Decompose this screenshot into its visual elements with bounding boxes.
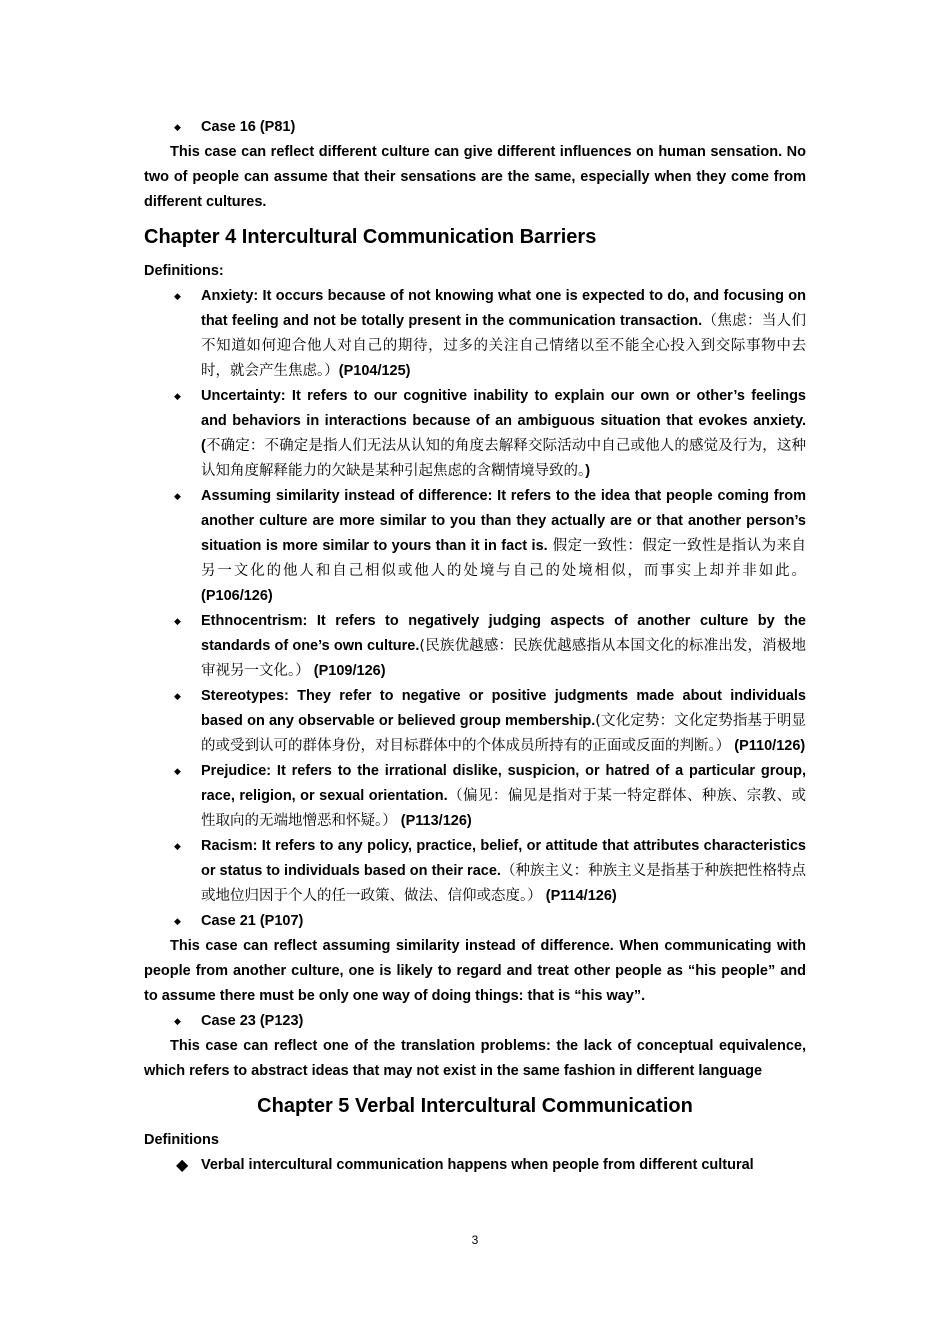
definition-ref: ) [585, 463, 591, 479]
case16-bullet [144, 115, 806, 140]
diamond-bullet-icon: ◆ [174, 291, 181, 301]
definition-ref: (P110/126) [734, 738, 806, 754]
definition-ref: (P104/125) [338, 363, 411, 379]
definition-item [144, 684, 806, 759]
diamond-bullet-icon: ◆ [174, 391, 181, 401]
chapter5-definition-item [144, 1153, 806, 1178]
definition-ref: (P106/126) [201, 588, 273, 604]
case16-label: Case 16 (P81) [201, 119, 296, 135]
diamond-bullet-icon: ◆ [176, 1157, 189, 1174]
diamond-bullet-icon: ◆ [174, 491, 181, 501]
definition-item [144, 759, 806, 834]
definition-zh: （偏见：偏见是指对于某一特定群体、种族、宗教、或性取向的无端地憎恶和怀疑。） [201, 788, 806, 829]
chapter5-title: Chapter 5 Verbal Intercultural Communication [257, 1095, 693, 1117]
definition-zh: 不确定：不确定是指人们无法从认知的角度去解释交际活动中自己或他人的感觉及行为，这种认知角度解释能力的欠缺是某种引起焦虑的含糊情境导致的。 [201, 438, 806, 479]
chapter5-first-item: Verbal intercultural communication happens when people from different cultural [201, 1157, 754, 1173]
case21-label: Case 21 (P107) [201, 913, 304, 929]
definition-item [144, 609, 806, 684]
case21-bullet [144, 909, 806, 934]
definition-item [144, 384, 806, 484]
definition-zh-open: ( [201, 438, 206, 454]
case21-text: This case can reflect assuming similarity instead of difference. When communicating with people from another culture, one is likely to regard and treat other people as “his people” and to assume there must be only one way of doing things: that is “his way”. [144, 938, 806, 1004]
definition-en: Anxiety: It occurs because of not knowing what one is expected to do, and focusing on that feeling and not be totally present in the communication transaction. [201, 288, 806, 329]
definition-ref: (P113/126) [400, 813, 472, 829]
definition-zh: 假定一致性：假定一致性是指认为来自另一文化的他人和自己相似或他人的处境与自己的处境相似，而事实上却并非如此。 [201, 538, 806, 579]
definition-en: Stereotypes: They refer to negative or positive judgments made about individuals based on any observable or believed group membership. [201, 688, 806, 729]
diamond-bullet-icon: ◆ [174, 616, 181, 626]
diamond-bullet-icon: ◆ [174, 691, 181, 701]
diamond-bullet-icon: ◆ [174, 122, 181, 132]
diamond-bullet-icon: ◆ [174, 1016, 181, 1026]
definition-en: Ethnocentrism: It refers to negatively judging aspects of another culture by the standards of one’s own culture. [201, 613, 806, 654]
definition-en: Racism: It refers to any policy, practice, belief, or attitude that attributes characteristics or status to individuals based on their race. [201, 838, 806, 879]
definition-zh: (文化定势：文化定势指基于明显的或受到认可的群体身份，对目标群体中的个体成员所持有的正面或反面的判断。） [201, 713, 806, 754]
definition-item [144, 284, 806, 384]
diamond-bullet-icon: ◆ [174, 916, 181, 926]
definition-ref: (P114/126) [545, 888, 617, 904]
diamond-bullet-icon: ◆ [174, 841, 181, 851]
case16-text: This case can reflect different culture can give different influences on human sensation. No two of people can assume that their sensations are the same, especially when they come from different cultures. [144, 144, 806, 210]
definition-item [144, 834, 806, 909]
definition-en: Assuming similarity instead of difference: It refers to the idea that people coming from another culture are more similar to you than they actually are or that another person’s situation is more similar to yours than it in fact is. [201, 488, 806, 554]
case23-text: This case can reflect one of the translation problems: the lack of conceptual equivalence, which refers to abstract ideas that may not exist in the same fashion in different language [144, 1038, 806, 1079]
chapter4-title: Chapter 4 Intercultural Communication Barriers [144, 226, 597, 248]
page-number: 3 [471, 1233, 479, 1247]
case23-label: Case 23 (P123) [201, 1013, 304, 1029]
chapter4-definitions-label: Definitions: [144, 263, 224, 279]
case23-bullet [144, 1009, 806, 1034]
definition-item [144, 484, 806, 609]
definition-en: Prejudice: It refers to the irrational dislike, suspicion, or hatred of a particular group, race, religion, or sexual orientation. [201, 763, 806, 804]
definition-zh: （焦虑：当人们不知道如何迎合他人对自己的期待，过多的关注自己情绪以至不能全心投入到交际事物中去时，就会产生焦虑。） [201, 313, 806, 379]
definition-en: Uncertainty: It refers to our cognitive inability to explain our own or other’s feelings and behaviors in interactions because of an ambiguous situation that evokes anxiety. [201, 388, 806, 429]
definition-zh: (民族优越感：民族优越感指从本国文化的标准出发，消极地审视另一文化。） [201, 638, 806, 679]
definition-ref: (P109/126) [313, 663, 386, 679]
definition-zh: （种族主义：种族主义是指基于种族把性格特点或地位归因于个人的任一政策、做法、信仰或态度。） [201, 863, 806, 904]
diamond-bullet-icon: ◆ [174, 766, 181, 776]
chapter5-definitions-label: Definitions [144, 1132, 219, 1148]
page-content [144, 115, 806, 1178]
